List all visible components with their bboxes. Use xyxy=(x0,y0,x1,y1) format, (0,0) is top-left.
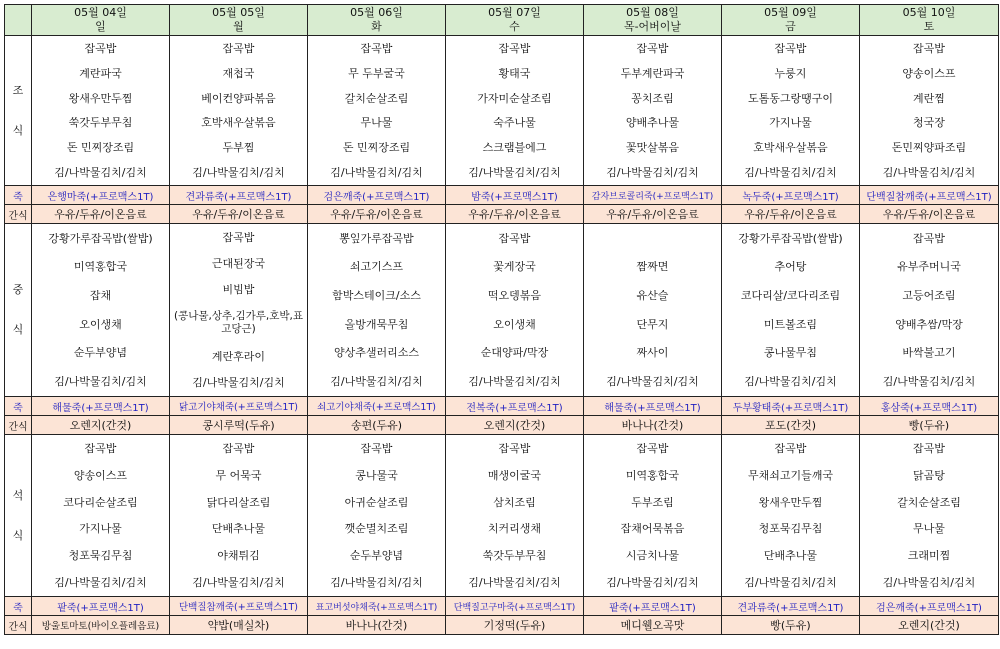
dinner-cell xyxy=(584,435,722,597)
menu-item: 잡곡밥 xyxy=(913,232,945,244)
day-weekday: 금 xyxy=(785,20,796,33)
menu-item: 강황가루잡곡밥(쌀밥) xyxy=(48,232,153,244)
snack-item: 약밥(매실차) xyxy=(170,616,308,635)
day-weekday: 화 xyxy=(371,20,382,33)
menu-item: 강황가루잡곡밥(쌀밥) xyxy=(738,232,843,244)
breakfast-juk-row xyxy=(5,186,999,205)
day-date: 05월 05일 xyxy=(212,6,265,19)
dinner-row xyxy=(5,435,999,597)
day-header xyxy=(722,5,860,36)
snack-item: 바나나(간것) xyxy=(584,416,722,435)
menu-item: 누룽지 xyxy=(774,67,807,79)
menu-item: 양송이스프 xyxy=(902,67,956,79)
snack-item: 콩시루떡(두유) xyxy=(170,416,308,435)
juk-item: 닭고기야채죽(+프로맥스1T) xyxy=(170,397,308,416)
snack-item: 방울토마토(바이오플레음료) xyxy=(32,616,170,635)
menu-item: 김/나박물김치/김치 xyxy=(330,167,423,179)
snack-item: 우유/두유/이온음료 xyxy=(308,205,446,224)
label-char: 식 xyxy=(12,528,24,542)
menu-item: 아귀순살조림 xyxy=(344,496,409,508)
snack-item: 오렌지(간것) xyxy=(32,416,170,435)
menu-item: 크래미찜 xyxy=(907,550,951,562)
menu-item: 베이컨양파볶음 xyxy=(201,92,276,104)
juk-item: 팥죽(+프로맥스1T) xyxy=(584,597,722,616)
juk-item: 쇠고기야채죽(+프로맥스1T) xyxy=(308,397,446,416)
menu-item: 잡곡밥 xyxy=(84,442,117,454)
juk-item: 단백질참깨죽(+프로맥스1T) xyxy=(170,597,308,616)
breakfast-cell xyxy=(722,36,860,186)
menu-item: 코다리순살조림 xyxy=(63,496,138,508)
day-date: 05월 06일 xyxy=(350,6,403,19)
lunch-cell xyxy=(308,224,446,397)
menu-item: 고등어조림 xyxy=(902,290,956,302)
menu-item: 잡곡밥 xyxy=(774,442,807,454)
lunch-cell xyxy=(860,224,999,397)
menu-item: 김/나박물김치/김치 xyxy=(468,577,561,589)
menu-item: 함박스테이크/소스 xyxy=(332,290,421,302)
menu-item: 오이생채 xyxy=(79,318,122,330)
juk-item: 팥죽(+프로맥스1T) xyxy=(32,597,170,616)
snack-item: 우유/두유/이온음료 xyxy=(584,205,722,224)
lunch-cell xyxy=(722,224,860,397)
menu-item: 김/나박물김치/김치 xyxy=(54,167,147,179)
dinner-cell xyxy=(32,435,170,597)
menu-item: 왕새우만두찜 xyxy=(758,496,823,508)
menu-item: 숙주나물 xyxy=(493,117,536,129)
menu-item: 쇠고기스프 xyxy=(349,261,404,273)
day-header xyxy=(32,5,170,36)
menu-item: 김/나박물김치/김치 xyxy=(192,377,285,389)
dinner-cell xyxy=(170,435,308,597)
snack-item: 빵(두유) xyxy=(722,616,860,635)
menu-item: 김/나박물김치/김치 xyxy=(54,577,147,589)
menu-item: 무나물 xyxy=(360,117,393,129)
day-header xyxy=(170,5,308,36)
menu-item: 닭다리살조림 xyxy=(206,496,271,508)
snack-item: 송편(두유) xyxy=(308,416,446,435)
menu-item: 유산슬 xyxy=(636,290,669,302)
menu-item: 쑥갓두부무침 xyxy=(482,550,547,562)
menu-item: 돈 민찌장조림 xyxy=(342,142,411,154)
menu-item: 김/나박물김치/김치 xyxy=(882,167,976,179)
day-weekday: 일 xyxy=(95,20,106,33)
juk-item: 감자브로콜리죽(+프로맥스1T) xyxy=(584,186,722,205)
menu-item: 무채쇠고기들깨국 xyxy=(747,469,833,481)
snack-item: 우유/두유/이온음료 xyxy=(32,205,170,224)
menu-item: 무 두부굴국 xyxy=(348,67,405,79)
menu-item: 갈치순살조림 xyxy=(344,92,409,104)
snack-item: 기정떡(두유) xyxy=(446,616,584,635)
menu-item: 콩나물무침 xyxy=(763,347,818,359)
menu-item: 잡곡밥 xyxy=(498,232,531,244)
menu-item: 코다리살/코다리조림 xyxy=(740,290,841,302)
menu-item: 떡오뎅볶음 xyxy=(487,290,542,302)
juk-item: 밤죽(+프로맥스1T) xyxy=(446,186,584,205)
lunch-cell xyxy=(32,224,170,397)
dinner-label xyxy=(5,435,32,597)
menu-item: 꽃게장국 xyxy=(493,261,536,273)
juk-label: 죽 xyxy=(5,597,32,616)
snack-item: 우유/두유/이온음료 xyxy=(860,205,999,224)
menu-item: 매생이굴국 xyxy=(487,469,542,481)
snack-item: 우유/두유/이온음료 xyxy=(446,205,584,224)
juk-item: 견과류죽(+프로맥스1T) xyxy=(722,597,860,616)
snack-item: 포도(간것) xyxy=(722,416,860,435)
label-char: 석 xyxy=(12,488,24,502)
lunch-cell xyxy=(584,224,722,397)
menu-item: 쑥갓두부무침 xyxy=(68,117,133,129)
menu-item: 가지나물 xyxy=(79,523,122,535)
menu-item: 꽃맛살볶음 xyxy=(625,142,680,154)
menu-item: 짬짜면 xyxy=(636,261,669,273)
lunch-label xyxy=(5,224,32,397)
juk-item: 은행마죽(+프로맥스1T) xyxy=(32,186,170,205)
menu-item: 깻순멸치조림 xyxy=(344,523,409,535)
dinner-cell xyxy=(308,435,446,597)
juk-item: 단백질참깨죽(+프로맥스1T) xyxy=(860,186,999,205)
menu-item: 잡곡밥 xyxy=(498,442,531,454)
menu-item: 김/나박물김치/김치 xyxy=(606,577,699,589)
juk-item: 검은깨죽(+프로맥스1T) xyxy=(860,597,999,616)
label-char: 식 xyxy=(12,323,24,336)
menu-item: 잡곡밥 xyxy=(84,42,117,54)
menu-item: 잡곡밥 xyxy=(222,42,255,54)
menu-item: 김/나박물김치/김치 xyxy=(330,376,423,388)
menu-item: 닭곰탕 xyxy=(913,469,945,481)
menu-item: 시금치나물 xyxy=(625,550,680,562)
menu-item: 잡곡밥 xyxy=(360,42,393,54)
menu-item: 양상추샐러리소스 xyxy=(333,347,419,359)
breakfast-row xyxy=(5,36,999,186)
menu-item: 잡곡밥 xyxy=(222,442,255,454)
label-char: 중 xyxy=(12,283,24,296)
day-date: 05월 09일 xyxy=(764,6,817,19)
menu-item: 김/나박물김치/김치 xyxy=(744,167,837,179)
menu-item: 김/나박물김치/김치 xyxy=(192,577,285,589)
snack-item: 오렌지(간것) xyxy=(446,416,584,435)
menu-item: 미트볼조림 xyxy=(763,318,818,330)
menu-item: 호박새우살볶음 xyxy=(753,142,828,154)
lunch-cell xyxy=(446,224,584,397)
snack-label: 간식 xyxy=(5,616,32,635)
label-char: 식 xyxy=(12,123,24,137)
menu-item: 황태국 xyxy=(498,67,531,79)
menu-item: 갈치순살조림 xyxy=(897,496,961,508)
dinner-cell xyxy=(446,435,584,597)
menu-item: 순두부양념 xyxy=(73,347,128,359)
menu-item: 치커리생채 xyxy=(487,523,542,535)
menu-item: 잡채 xyxy=(89,290,112,302)
breakfast-cell xyxy=(32,36,170,186)
menu-item: 콩나물국 xyxy=(355,469,398,481)
day-date: 05월 08일 xyxy=(626,6,679,19)
snack-item: 바나나(간것) xyxy=(308,616,446,635)
day-date: 05월 07일 xyxy=(488,6,541,19)
juk-item: 전복죽(+프로맥스1T) xyxy=(446,397,584,416)
menu-item: 양송이스프 xyxy=(73,469,128,481)
menu-item: 비빔밥 xyxy=(222,283,255,295)
menu-item: 김/나박물김치/김치 xyxy=(882,577,976,589)
snack-item: 우유/두유/이온음료 xyxy=(722,205,860,224)
menu-item: 스크램블에그 xyxy=(482,142,547,154)
dinner-cell xyxy=(722,435,860,597)
juk-item: 단백질고구마죽(+프로맥스1T) xyxy=(446,597,584,616)
menu-item: 김/나박물김치/김치 xyxy=(468,167,561,179)
menu-item: 야채튀김 xyxy=(217,550,260,562)
day-weekday: 수 xyxy=(509,20,520,33)
day-header xyxy=(584,5,722,36)
menu-item: 재첩국 xyxy=(222,67,255,79)
menu-item: 잡곡밥 xyxy=(913,442,945,454)
menu-item: 무나물 xyxy=(913,523,945,535)
menu-item: 김/나박물김치/김치 xyxy=(330,577,423,589)
menu-item: 미역홍합국 xyxy=(73,261,128,273)
menu-item: 계란후라이 xyxy=(211,351,266,363)
juk-item: 견과류죽(+프로맥스1T) xyxy=(170,186,308,205)
menu-item: 근대된장국 xyxy=(211,257,266,269)
day-weekday: 토 xyxy=(923,20,935,33)
lunch-juk-row xyxy=(5,397,999,416)
breakfast-cell xyxy=(584,36,722,186)
juk-label: 죽 xyxy=(5,397,32,416)
menu-item: 두부조림 xyxy=(631,496,674,508)
lunch-snack-row xyxy=(5,416,999,435)
menu-item: 꽁치조림 xyxy=(631,92,674,104)
menu-item: (콩나물,상추,김가루,호박,표고당근) xyxy=(173,310,304,336)
menu-item: 유부주머니국 xyxy=(897,261,961,273)
day-weekday: 목-어버이날 xyxy=(623,20,682,33)
menu-item: 청포묵김무침 xyxy=(758,523,823,535)
menu-item: 김/나박물김치/김치 xyxy=(744,577,837,589)
dinner-snack-row xyxy=(5,616,999,635)
dinner-juk-row xyxy=(5,597,999,616)
breakfast-cell xyxy=(446,36,584,186)
day-weekday: 월 xyxy=(233,20,244,33)
menu-item: 잡곡밥 xyxy=(636,442,669,454)
menu-item: 바싹불고기 xyxy=(902,347,956,359)
menu-item: 김/나박물김치/김치 xyxy=(882,376,976,388)
snack-item: 빵(두유) xyxy=(860,416,999,435)
menu-item: 도톰동그랑땡구이 xyxy=(747,92,833,104)
menu-item: 뽕잎가루잡곡밥 xyxy=(339,232,414,244)
menu-item: 단무지 xyxy=(636,318,669,330)
menu-item: 두부계란파국 xyxy=(620,67,685,79)
menu-item: 순두부양념 xyxy=(349,550,404,562)
menu-item: 호박새우살볶음 xyxy=(201,117,276,129)
menu-item: 잡곡밥 xyxy=(498,42,531,54)
menu-item: 돈민찌양파조림 xyxy=(891,142,967,154)
menu-item: 양배추나물 xyxy=(625,117,680,129)
day-date: 05월 04일 xyxy=(74,6,127,19)
menu-item: 짜사이 xyxy=(636,347,669,359)
menu-item: 올방개묵무침 xyxy=(344,318,409,330)
juk-label: 죽 xyxy=(5,186,32,205)
menu-item: 잡채어묵볶음 xyxy=(620,523,685,535)
header-corner xyxy=(5,5,32,36)
snack-item: 메디웰오곡맛 xyxy=(584,616,722,635)
menu-item: 김/나박물김치/김치 xyxy=(606,167,699,179)
dinner-cell xyxy=(860,435,999,597)
menu-item: 두부찜 xyxy=(222,142,255,154)
day-date: 05월 10일 xyxy=(902,6,956,19)
snack-label: 간식 xyxy=(5,416,32,435)
snack-item: 오렌지(간것) xyxy=(860,616,999,635)
day-header xyxy=(860,5,999,36)
menu-item: 계란파국 xyxy=(79,67,122,79)
menu-item: 미역홍합국 xyxy=(625,469,680,481)
menu-item: 단배추나물 xyxy=(763,550,818,562)
menu-item: 김/나박물김치/김치 xyxy=(468,376,561,388)
menu-item: 잡곡밥 xyxy=(774,42,807,54)
menu-item xyxy=(586,233,719,244)
menu-item: 김/나박물김치/김치 xyxy=(54,376,147,388)
menu-item: 김/나박물김치/김치 xyxy=(606,376,699,388)
menu-item: 가자미순살조림 xyxy=(477,92,552,104)
juk-item: 해물죽(+프로맥스1T) xyxy=(584,397,722,416)
breakfast-cell xyxy=(860,36,999,186)
menu-item: 순대양파/막장 xyxy=(480,347,549,359)
breakfast-cell xyxy=(170,36,308,186)
menu-item: 왕새우만두찜 xyxy=(68,92,133,104)
snack-item: 우유/두유/이온음료 xyxy=(170,205,308,224)
day-header xyxy=(308,5,446,36)
juk-item: 녹두죽(+프로맥스1T) xyxy=(722,186,860,205)
menu-item: 청포묵김무침 xyxy=(68,550,133,562)
juk-item: 검은깨죽(+프로맥스1T) xyxy=(308,186,446,205)
juk-item: 홍삼죽(+프로맥스1T) xyxy=(860,397,999,416)
breakfast-snack-row xyxy=(5,205,999,224)
breakfast-label xyxy=(5,36,32,186)
breakfast-cell xyxy=(308,36,446,186)
menu-item: 삼치조림 xyxy=(493,496,536,508)
menu-item: 가지나물 xyxy=(769,117,812,129)
lunch-cell xyxy=(170,224,308,397)
juk-item: 표고버섯야채죽(+프로맥스1T) xyxy=(308,597,446,616)
menu-item: 청국장 xyxy=(913,117,945,129)
juk-item: 해물죽(+프로맥스1T) xyxy=(32,397,170,416)
menu-item: 오이생채 xyxy=(493,318,536,330)
day-header xyxy=(446,5,584,36)
menu-item: 김/나박물김치/김치 xyxy=(192,167,285,179)
weekly-meal-menu-table xyxy=(4,4,999,635)
menu-item: 잡곡밥 xyxy=(360,442,393,454)
menu-item: 잡곡밥 xyxy=(913,42,945,54)
menu-item: 잡곡밥 xyxy=(222,231,255,243)
header-row xyxy=(5,5,999,36)
menu-item: 잡곡밥 xyxy=(636,42,669,54)
lunch-row xyxy=(5,224,999,397)
menu-item: 양배추쌈/막장 xyxy=(895,318,963,330)
menu-item: 계란찜 xyxy=(913,92,945,104)
menu-item: 김/나박물김치/김치 xyxy=(744,376,837,388)
menu-item: 단배추나물 xyxy=(211,523,266,535)
menu-item: 추어탕 xyxy=(774,261,807,273)
snack-label: 간식 xyxy=(5,205,32,224)
label-char: 조 xyxy=(12,83,24,97)
menu-item: 돈 민찌장조림 xyxy=(66,142,135,154)
menu-item: 무 어묵국 xyxy=(215,469,262,481)
juk-item: 두부황태죽(+프로맥스1T) xyxy=(722,397,860,416)
